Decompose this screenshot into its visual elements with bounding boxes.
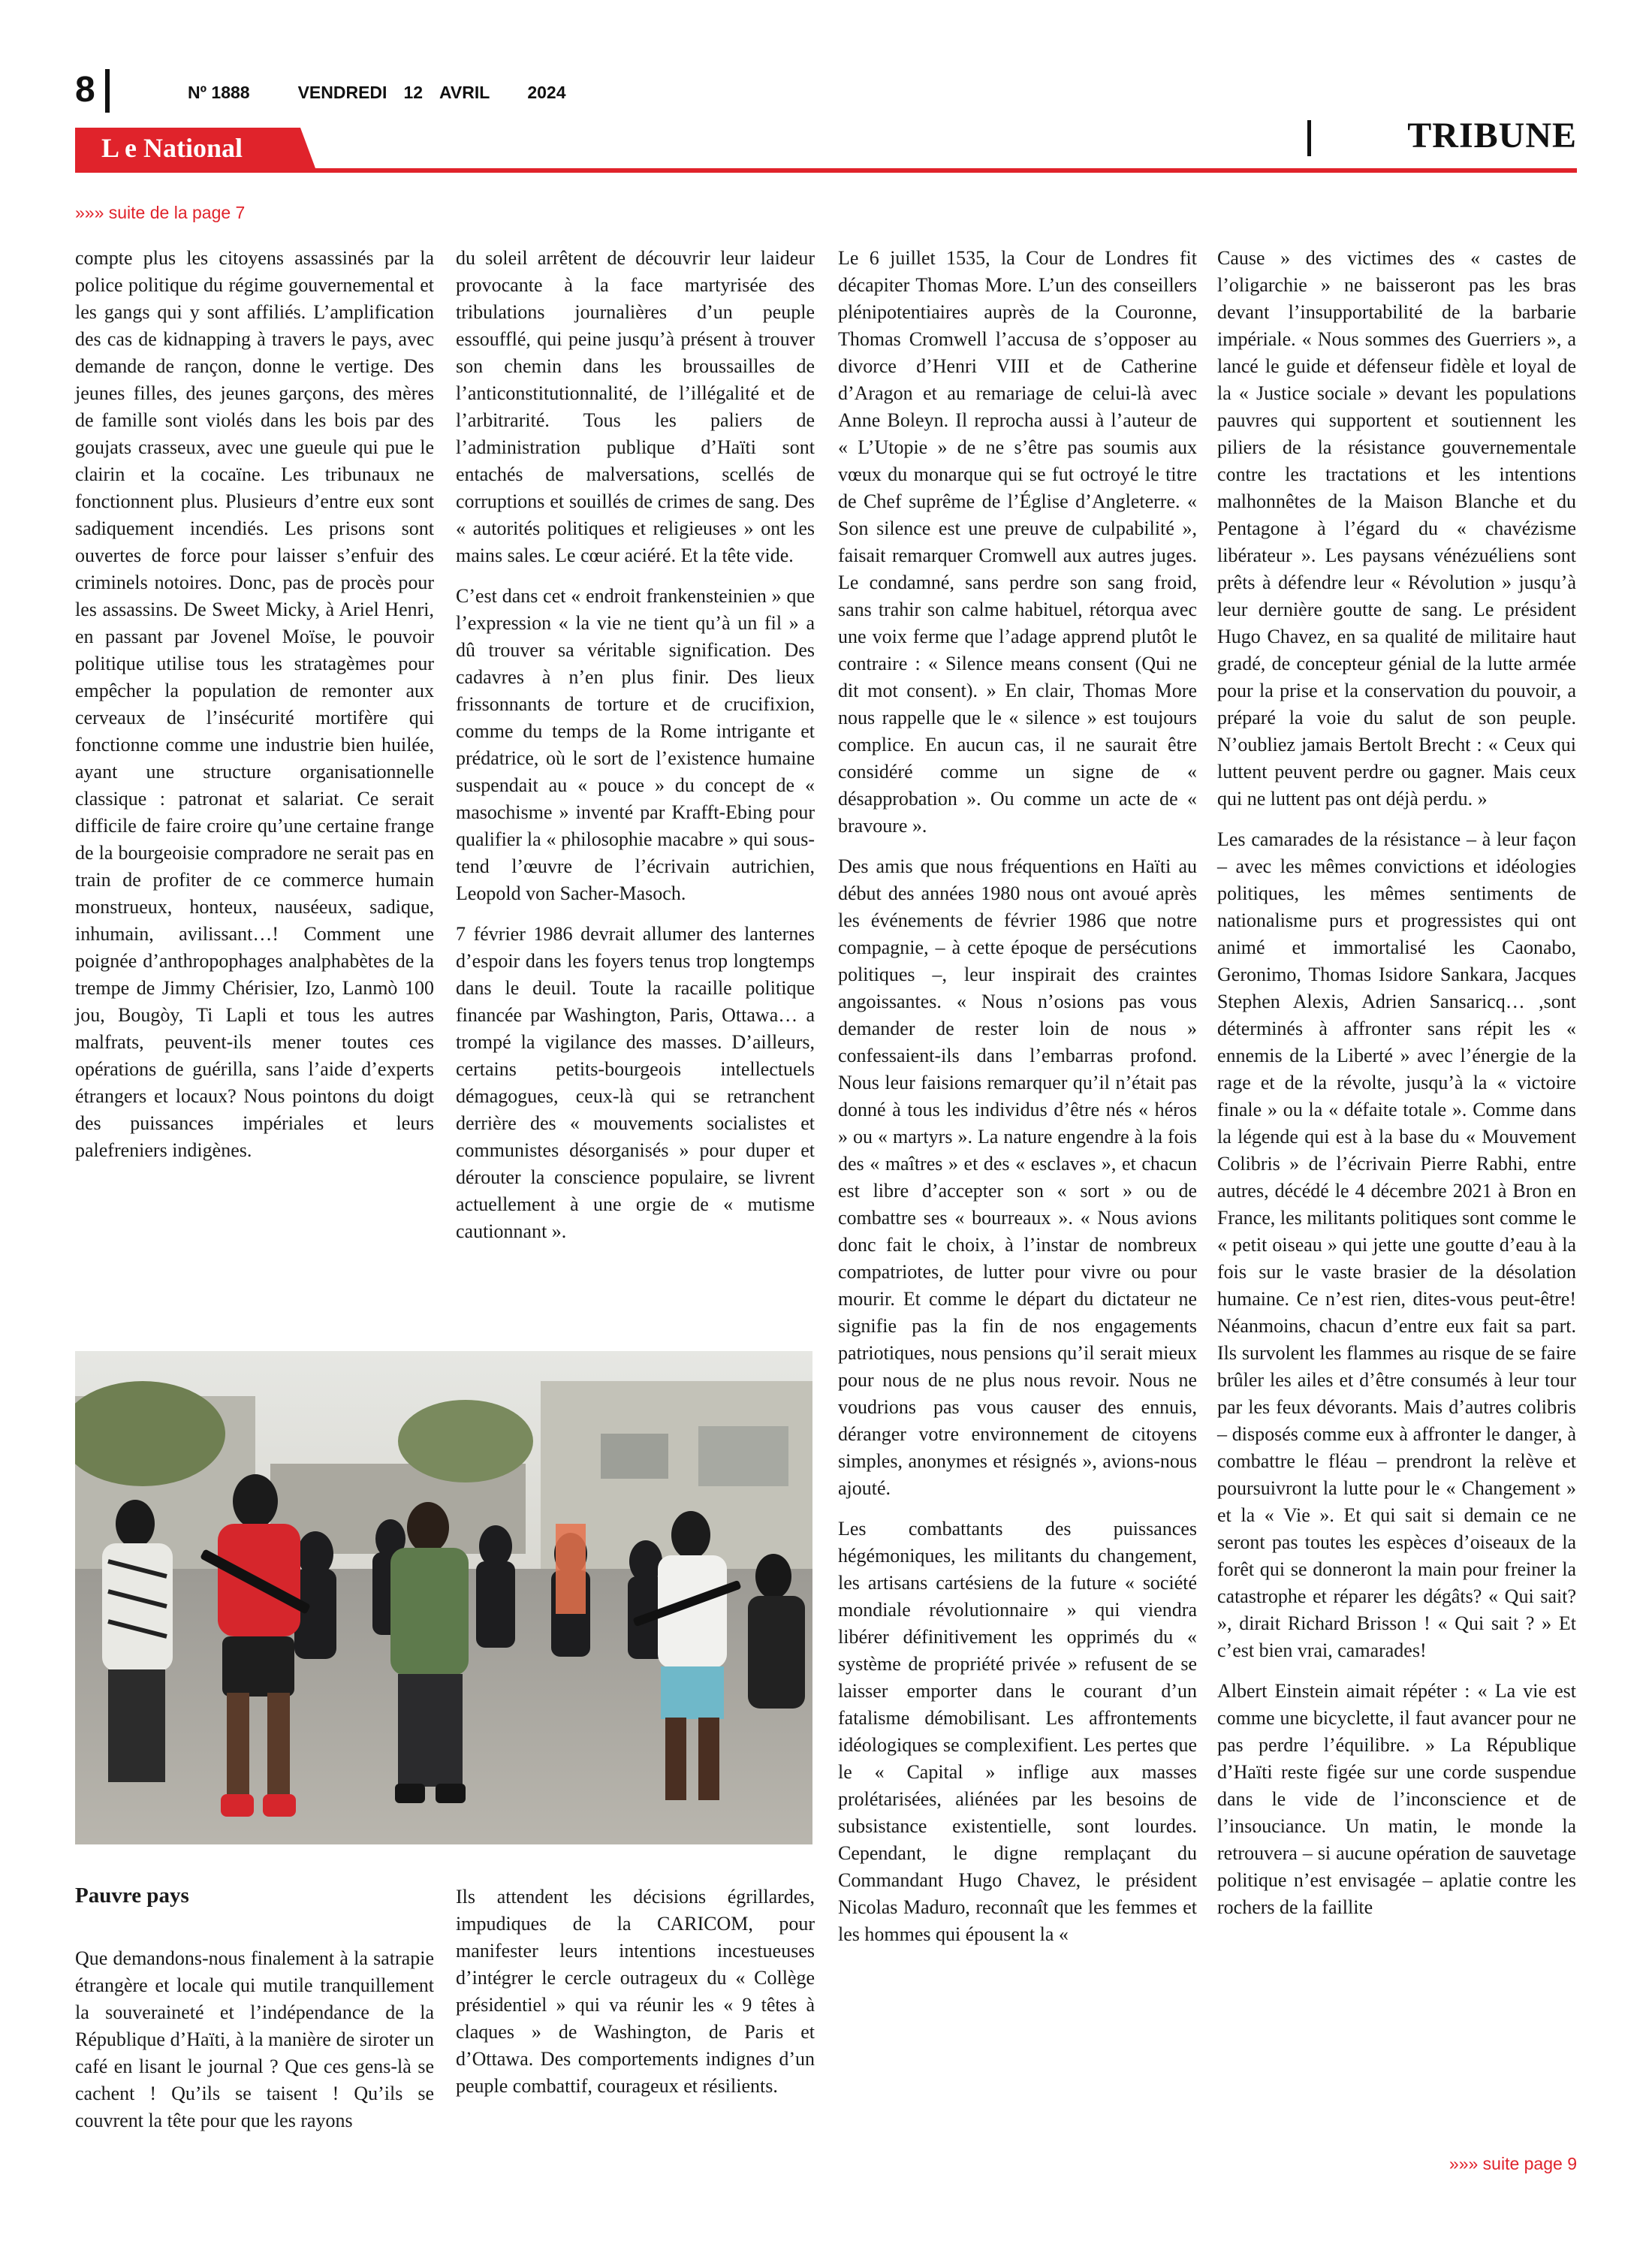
paragraph: compte plus les citoyens assassinés par la police politique du régime gouvernemental et les gangs qui y sont affiliés. L’amplification des cas de kidnapping à travers le pays, avec demande de rançon, donne le vertige. Des jeunes filles, des jeunes garçons, des mères de famille sont violés dans les bois par des goujats crasseux, avec une gueule qui pue le clairin et la cocaïne. Les tribunaux ne fonctionnent plus. Plusieurs d’entre eux sont sadiquement incendiés. Les prisons sont ouvertes de force pour laisser s’enfuir des criminels notoires. Donc, pas de procès pour les assassins. De Sweet Micky, à Ariel Henri, en passant par Jovenel Moïse, le pouvoir politique utilise tous les stratagèmes pour empêcher la population de remonter aux cerveaux de l’insécurité mortifère qui fonctionne comme une industrie bien huilée, ayant une structure organisationnelle classique : patronat et salariat. Ce serait difficile de faire croire qu’une certaine frange de la bourgeoisie compradore ne serait pas en train de profiter de ce commerce humain monstrueux, honteux, nauséeux, sadique, inhumain, avilissant…! Comment une poignée d’anthropophages analphabètes de la trempe de Jimmy Chérisier, Izo, Lanmò 100 jou, Bougòy, Ti Lapli et tous les autres malfrats, peuvent-ils mener toutes ces opérations de guérilla, sans l’aide d’experts étrangers et locaux? Nous pointons du doigt des puissances impériales et leurs palefreniers indigènes.	[75, 247, 434, 1161]
article-column-2-lower	[456, 1884, 815, 2100]
section-title: TRIBUNE	[1407, 116, 1577, 155]
article-column-1-lower	[75, 1945, 434, 2134]
issue-number: Nº 1888	[188, 83, 250, 102]
continued-to: »»» suite page 9	[1449, 2154, 1577, 2173]
paragraph: Cause » des victimes des « castes de l’oligarchie » ne baisseront pas les bras devant l’insupportabilité de la barbarie impériale. « Nous sommes des Guerriers », a lancé le guide et défenseur fidèle et loyal de la « Justice sociale » devant les populations pauvres qui supportent et soutiennent les piliers de la résistance gouvernementale contre les tractations et les intentions malhonnêtes de la Maison Blanche et du Pentagone à l’égard du « chavézisme libérateur ». Les paysans vénézuéliens sont prêts à défendre leur « Révolution » jusqu’à leur dernière goutte de sang. Le président Hugo Chavez, en sa qualité de militaire haut gradé, de concepteur génial de la lutte armée pour la prise et la conservation du pouvoir, a préparé la voie du salut de son peuple. N’oubliez jamais Bertolt Brecht : « Ceux qui luttent peuvent perdre ou gagner. Mais ceux qui ne luttent pas ont déjà perdu. »	[1217, 247, 1576, 810]
paragraph: Que demandons-nous finalement à la satrapie étrangère et locale qui mutile tranquillement la souveraineté et l’indépendance de la République d’Haïti, à la manière de siroter un café en lisant le journal ? Que ces gens-là se cachent ! Qu’ils se taisent ! Qu’ils se couvrent la tête pour que les rayons	[75, 1947, 434, 2131]
paragraph: C’est dans cet « endroit frankensteinien » que l’expression « la vie ne tient qu’à un fil » a dû trouver sa véritable signification. Des cadavres à n’en plus finir. Des lieux frissonnants de torture et de crucifixion, comme du temps de la Rome intrigante et prédatrice, où le sort de l’existence humaine suspendait au « pouce » du concept de « masochisme » inventé par Krafft-Ebing pour qualifier la « philosophie macabre » qui sous-tend l’œuvre de l’écrivain autrichien, Leopold von Sacher-Masoch.	[456, 585, 815, 904]
issue-meta	[188, 83, 583, 103]
paragraph: Des amis que nous fréquentions en Haïti au début des années 1980 nous ont avoué après les événements de février 1986 que notre compagnie, – à cette époque de persécutions politiques –, leur inspirait des craintes angoissantes. « Nous n’osions pas vous demander de rester loin de nous » confessaient-ils dans l’embarras profond. Nous leur faisions remarquer qu’il n’était pas donné à tous les individus d’être nés « héros » ou « martyrs ». La nature engendre à la fois des « maîtres » et des « esclaves », et chacun est libre d’accepter son « sort » ou de combattre ses « bourreaux ». « Nous avions donc fait le choix, à l’instar de nombreux compatriotes, de lutter pour vivre ou pour mourir. Et comme le départ du dictateur ne signifie pas la fin de nos engagements patriotiques, nous pensions qu’il serait mieux pour nous de ne plus nous revoir. Nous ne voudrions pas vous causer des ennuis, déranger votre environnement de citoyens simples, anonymes et résignés », avions-nous ajouté.	[838, 855, 1197, 1499]
brand-logo: L e National	[101, 133, 243, 163]
subheading: Pauvre pays	[75, 1884, 189, 1908]
issue-month: AVRIL	[439, 83, 490, 102]
armed-men-photo	[75, 1351, 812, 1844]
article-column-3	[838, 245, 1197, 1948]
paragraph: 7 février 1986 devrait allumer des lanternes d’espoir dans les foyers tenus trop longtemps dans le deuil. Toute la racaille politique financée par Washington, Paris, Ottawa… a trompé la vigilance des masses. D’ailleurs, certains petits-bourgeois intellectuels démagogues, ceux-là qui se retranchent derrière des « mouvements socialistes et communistes désorganisés » pour duper et dérouter la conscience populaire, se livrent actuellement à une orgie de « mutisme cautionnant ».	[456, 923, 815, 1242]
header-rule	[75, 168, 1577, 173]
article-column-4	[1217, 245, 1576, 1921]
page-number-divider	[105, 69, 110, 113]
paragraph: Les combattants des puissances hégémoniques, les militants du changement, les artisans cartésiens de la future « société mondiale révolutionnaire » qui viendra libérer définitivement les opprimés du « système de propriété privée » refusent de se laisser emporter dans le courant d’un fatalisme démobilisant. Les affrontements idéologiques se complexifient. Les pertes que le « Capital » inflige aux masses prolétarisées, aliénées par les besoins de subsistance existentielle, sont lourdes. Cependant, le digne remplaçant du Commandant Hugo Chavez, le président Nicolas Maduro, reconnaît que les femmes et les hommes qui épousent la «	[838, 1518, 1197, 1945]
page-header	[0, 0, 1652, 180]
continued-from: »»» suite de la page 7	[75, 203, 246, 222]
paragraph: Les camarades de la résistance – à leur façon – avec les mêmes convictions et idéologies politiques, les mêmes sentiments de nationalisme purs et progressistes qui ont animé et immortalisé les Caonabo, Geronimo, Thomas Isidore Sankara, Jacques Stephen Alexis, Adrien Sansaricq… ,sont déterminés à affronter sans répit les « ennemis de la Liberté » avec l’énergie de la rage et de la révolte, jusqu’à la « victoire finale » ou la « défaite totale ». Comme dans la légende qui est à la base du « Mouvement Colibris » de l’écrivain Pierre Rabhi, entre autres, décédé le 4 décembre 2021 à Bron en France, les militants politiques sont comme le « petit oiseau » qui jette une goutte d’eau à la fois sur le vaste brasier de la désolation humaine. Ce n’est rien, dites-vous peut-être! Néanmoins, chacun d’entre eux fait sa part. Ils survolent les flammes au risque de se faire brûler les ailes et d’être consumés à leur tour par les feux dévorants. Mais d’autres colibris – disposés comme eux à affronter le danger, à combattre le fléau – prendront la relève et poursuivront la lutte pour le « Changement » et la « Vie ». Et qui sait si demain ce ne seront pas toutes les espèces d’oiseaux de la forêt qui se donneront la main pour freiner la catastrophe et réparer les dégâts? « Qui sait? », dirait Richard Brisson ! « Qui sait ? » Et c’est bien vrai, camarades!	[1217, 828, 1576, 1661]
issue-weekday: VENDREDI	[297, 83, 387, 102]
paragraph: Albert Einstein aimait répéter : « La vie est comme une bicyclette, il faut avancer pour ne pas perdre l’équilibre. » La République d’Haïti reste figée sur une corde suspendue dans le vide de l’inconscience et de l’insouciance. Un matin, le monde la retrouvera – si aucune opération de sauvetage politique n’est envisagée – aplatie contre les rochers de la faillite	[1217, 1680, 1576, 1918]
section-divider	[1307, 120, 1311, 156]
paragraph: Le 6 juillet 1535, la Cour de Londres fit décapiter Thomas More. L’un des conseillers plénipotentiaires auprès de la Couronne, Thomas Cromwell l’accusa de s’opposer au divorce d’Henri VIII et de Catherine d’Aragon et au remariage de celui-là avec Anne Boleyn. Il reprocha aussi à l’auteur de « L’Utopie » de ne s’être pas soumis aux vœux du monarque qui se fut octroyé le titre de Chef suprême de l’Église d’Angleterre. « Son silence est une preuve de culpabilité », faisait remarquer Cromwell aux autres juges. Le condamné, sans perdre son sang froid, sans trahir son calme habituel, rétorqua avec une voix ferme que l’adage apprend plutôt le contraire : « Silence means consent (Qui ne dit mot consent). » En clair, Thomas More nous rappelle que le « silence » est toujours complice. En aucun cas, il ne saurait être considéré comme un signe de « désapprobation ». Ou comme un acte de « bravoure ».	[838, 247, 1197, 837]
issue-year: 2024	[527, 83, 566, 102]
paragraph: Ils attendent les décisions égrillardes, impudiques de la CARICOM, pour manifester leurs intentions incestueuses d’intégrer le cercle outrageux du « Collège présidentiel » qui va réunir les « 9 têtes à claques » de Washington, de Paris et d’Ottawa. Des comportements indignes d’un peuple combattif, courageux et résilients.	[456, 1886, 815, 2097]
page-number: 8	[75, 70, 95, 110]
article-column-2	[456, 245, 815, 1245]
paragraph: du soleil arrêtent de découvrir leur laideur provocante à la face martyrisée des tribulations journalières d’un peuple essoufflé, qui peine jusqu’à présent à trouver son chemin dans les broussailles de l’anticonstitutionnalité, de l’illégalité et de l’arbitrarité. Tous les paliers de l’administration publique d’Haïti sont entachés de malversations, scellés de corruptions et souillés de crimes de sang. Des « autorités politiques et religieuses » ont les mains sales. Le cœur aciéré. Et la tête vide.	[456, 247, 815, 566]
article-column-1	[75, 245, 434, 1164]
issue-day: 12	[403, 83, 424, 102]
photo-illustration-icon	[75, 1351, 812, 1844]
